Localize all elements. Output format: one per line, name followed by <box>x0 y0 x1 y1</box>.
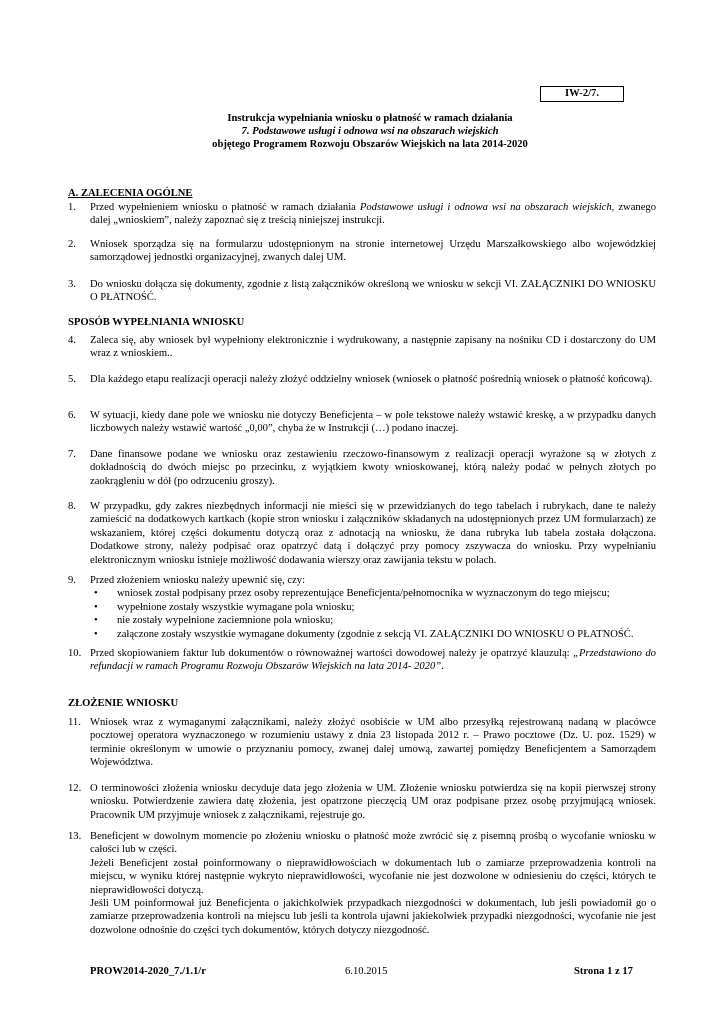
item-number: 9. <box>68 575 76 586</box>
document-title-line-1: Instrukcja wypełniania wniosku o płatność w ramach działania <box>227 113 513 124</box>
item-text: Dla każdego etapu realizacji operacji należy złożyć oddzielny wniosek (wniosek o płatność pośrednią wniosek o płatność końcową). <box>90 374 653 385</box>
item-italic-text: „Przedstawiono do refundacji w ramach Programu Rozwoju Obszarów Wiejskich na lata 2014- 2020” <box>90 648 656 673</box>
item-number: 7. <box>68 449 76 460</box>
item-number: 3. <box>68 279 76 290</box>
item-paragraph-1: Beneficjent w dowolnym momencie po złożeniu wniosku o płatność może zwrócić się z pisemną prośbą o wycofanie wniosku w całości lub w części. <box>90 831 656 856</box>
instruction-item-7 <box>68 448 656 488</box>
item-text: Przed wypełnieniem wniosku o płatność w ramach działania <box>90 202 360 213</box>
footer-page-number: Strona 1 z 17 <box>574 966 633 977</box>
item-number: 13. <box>68 831 82 842</box>
item-paragraph-3: Jeśli UM poinformował już Beneficjenta o jakichkolwiek przypadkach niezgodności w dokumentach, lub jeśli powiadomił go o zamiarze przeprowadzenia kontroli na miejscu lub jeśli ta kontrola ujawni jakiekolwiek przypadki niezgodności, wycofanie nie jest dozwolone odnośnie do części tych dokumentów, których dotyczy niezgodność. <box>90 898 656 936</box>
checklist-item: • wniosek został podpisany przez osoby reprezentujące Beneficjenta/pełnomocnika w wyznaczonym do tego miejscu; <box>90 587 656 600</box>
item-number: 4. <box>68 335 76 346</box>
item-text: Wniosek wraz z wymaganymi załącznikami, należy złożyć osobiście w UM albo przesyłką rejestrowaną nadaną w placówce pocztowej operatora wyznaczonego w rozumieniu ustawy z dnia 23 listopada 2012 r. – Prawo pocztowe (Dz. U. poz. 1529) w terminie określonym w umowie o przyznaniu pomocy, zwanej dalej umową, zawartej pomiędzy Beneficjentem a Samorządem Województwa. <box>90 717 656 769</box>
checklist-item: • nie zostały wypełnione zaciemnione pola wniosku; <box>90 614 656 627</box>
item-text: W sytuacji, kiedy dane pole we wniosku nie dotyczy Beneficjenta – w pole tekstowe należy wstawić kreskę, a w przypadku danych liczbowych należy wstawić wartość „0,00”, chyba że w Instrukcji (…) podano inaczej. <box>90 410 656 435</box>
document-title-line-3: objętego Programem Rozwoju Obszarów Wiejskich na lata 2014-2020 <box>212 139 528 150</box>
section-heading-filling: SPOSÓB WYPEŁNIANIA WNIOSKU <box>68 317 245 328</box>
document-id-box: IW-2/7. <box>540 86 624 102</box>
instruction-item-2 <box>68 238 656 265</box>
item-text: Do wniosku dołącza się dokumenty, zgodnie z listą załączników określoną we wniosku w sekcji VI. ZAŁĄCZNIKI DO WNIOSKU O PŁATNOŚĆ. <box>90 279 656 304</box>
item-text: Przed skopiowaniem faktur lub dokumentów o równoważnej wartości dowodowej należy je opatrzyć klauzulą: <box>90 648 574 659</box>
instruction-item-8 <box>68 500 656 567</box>
item-number: 1. <box>68 202 76 213</box>
item-text-end: zwanego dalej „wnioskiem”, należy zapoznać się z treścią niniejszej instrukcji. <box>90 202 656 227</box>
item-text: Wniosek sporządza się na formularzu udostępnionym na stronie internetowej Urzędu Marszałkowskiego albo wojewódzkiej samorządowej jednostki organizacyjnej, zwanych dalej UM. <box>90 239 656 264</box>
instruction-item-5 <box>68 373 656 386</box>
item-text: W przypadku, gdy zakres niezbędnych informacji nie mieści się w przewidzianych do tego tabelach i rubrykach, dane te należy zamieścić na dodatkowych kartkach (kopie stron wniosku i załączników składanych na udostępnionych przez UM formularzach) ze wskazaniem, której części dokumentu dotyczą oraz z adnotacją na wniosku, że dana rubryka lub tabela została dołączona. Dodatkowe strony, należy podpisać oraz opatrzyć datą i dołączyć przy pomocy zszywacza do wniosku. Przy wypełnianiu elektronicznym wniosku istnieje możliwość dodawania wierszy oraz zawijania tekstu w polach. <box>90 501 656 566</box>
item-italic-text: Podstawowe usługi i odnowa wsi na obszarach wiejskich, <box>359 202 615 213</box>
section-heading-submission: ZŁOŻENIE WNIOSKU <box>68 698 179 709</box>
instruction-item-13 <box>68 830 656 937</box>
instruction-item-1 <box>68 201 656 228</box>
item-text: Dane finansowe podane we wniosku oraz zestawieniu rzeczowo-finansowym z realizacji operacji wyrażone są w złotych z dokładnością do dwóch miejsc po przecinku, z wyjątkiem kwoty wnioskowanej, którą należy podać w pełnych złotych po zaokrągleniu w dół (po odrzuceniu groszy). <box>90 449 656 487</box>
item-text-end: . <box>441 661 444 673</box>
item-text: O terminowości złożenia wniosku decyduje data jego złożenia w UM. Złożenie wniosku potwierdza się na kopii pierwszej strony wniosku. Potwierdzenie zawiera datę złożenia, jest opatrzone pieczęcią UM oraz podpisane przez osobę przyjmującą wniosek. Pracownik UM przyjmuje wniosek z załącznikami, rejestruje go. <box>90 783 656 821</box>
instruction-item-4 <box>68 334 656 361</box>
instruction-item-6 <box>68 409 656 436</box>
checklist <box>90 587 656 641</box>
item-number: 10. <box>68 648 82 659</box>
item-number: 6. <box>68 410 76 421</box>
item-number: 11. <box>68 717 81 728</box>
item-number: 12. <box>68 783 82 794</box>
item-number: 5. <box>68 374 76 385</box>
instruction-item-9 <box>68 574 656 641</box>
footer-date: 6.10.2015 <box>345 966 388 977</box>
checklist-item: • załączone zostały wszystkie wymagane dokumenty (zgodnie z sekcją VI. ZAŁĄCZNIKI DO WNIOSKU O PŁATNOŚĆ. <box>90 628 656 641</box>
instruction-item-12 <box>68 782 656 822</box>
item-text: Przed złożeniem wniosku należy upewnić się, czy: <box>90 575 306 586</box>
item-number: 2. <box>68 239 76 250</box>
instruction-item-3 <box>68 278 656 305</box>
section-heading-general: A. ZALECENIA OGÓLNE <box>68 188 193 199</box>
instruction-item-10 <box>68 647 656 674</box>
checklist-item: • wypełnione zostały wszystkie wymagane pola wniosku; <box>90 601 656 614</box>
item-text: Zaleca się, aby wniosek był wypełniony elektronicznie i wydrukowany, a następnie zapisany na nośniku CD i dostarczony do UM wraz z wnioskiem.. <box>90 335 656 360</box>
instruction-item-11 <box>68 716 656 770</box>
item-paragraph-2: Jeżeli Beneficjent został poinformowany o nieprawidłowościach w dokumentach lub o zamiarze przeprowadzenia kontroli na miejscu, w wyniku której następnie wykryto nieprawidłowości, wycofanie nie jest dozwolone w odniesieniu do części, których te nieprawidłowości dotyczą. <box>90 857 656 896</box>
footer-document-code: PROW2014-2020_7./1.1/r <box>90 966 206 977</box>
item-number: 8. <box>68 501 76 512</box>
document-title-line-2: 7. Podstawowe usługi i odnowa wsi na obszarach wiejskich <box>241 126 499 137</box>
